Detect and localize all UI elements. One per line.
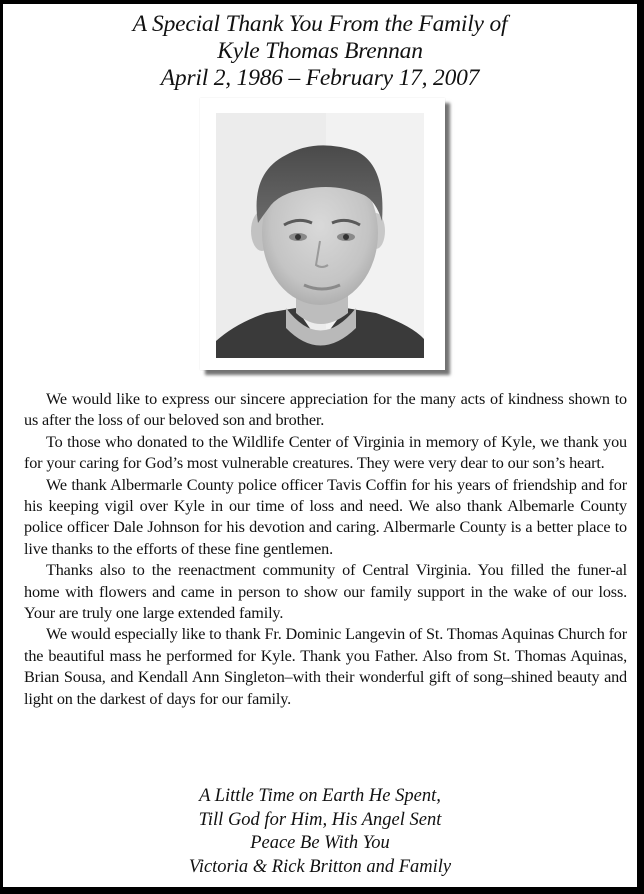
memorial-notice [3, 4, 637, 887]
paragraph-church: We would especially like to thank Fr. Dominic Langevin of St. Thomas Aquinas Church for the beautiful mass he performed for Kyle. Thank you Father. Also from St. Thomas Aquinas, Brian Sousa, and Kendall Ann Singleton–with their wonderful gift of song–shined beauty and light on the darkest of days for our family. [24, 625, 627, 708]
closing-verse [3, 785, 637, 879]
closing-signature: Victoria & Rick Britton and Family [188, 856, 452, 877]
paragraph-police-officers: We thank Albermarle County police officer Tavis Coffin for his years of friendship and for his keeping vigil over Kyle in our time of loss and need. We also thank Albemarle County police officer Dale Johnson for his devotion and caring. Albermarle County is a better place to live thanks to the efforts of these fine gentlemen. [24, 475, 627, 558]
paragraph-wildlife-center: To those who donated to the Wildlife Center of Virginia in memory of Kyle, we thank you for your caring for God’s most vulnerable creatures. They were very dear to our son’s heart. [24, 432, 627, 473]
photo-frame [200, 98, 445, 370]
paragraph-reenactment-community: Thanks also to the reenactment community of Central Virginia. You filled the funer-al home with flowers and came in person to show our family support in the wake of our loss. Your are truly one large extended family. [24, 561, 627, 623]
header-dates: April 2, 1986 – February 17, 2007 [160, 65, 480, 91]
notice-header [3, 11, 637, 92]
paragraph-appreciation: We would like to express our sincere appreciation for the many acts of kindness shown to us after the loss of our beloved son and brother. [24, 390, 627, 430]
header-title: A Special Thank You From the Family of [132, 11, 508, 37]
notice-body [24, 389, 627, 710]
header-name: Kyle Thomas Brennan [217, 38, 423, 64]
closing-line-3: Peace Be With You [250, 833, 390, 853]
closing-line-1: A Little Time on Earth He Spent, [199, 786, 441, 806]
portrait-illustration [216, 113, 424, 358]
closing-line-2: Till God for Him, His Angel Sent [198, 809, 442, 830]
portrait-photo [216, 113, 424, 358]
